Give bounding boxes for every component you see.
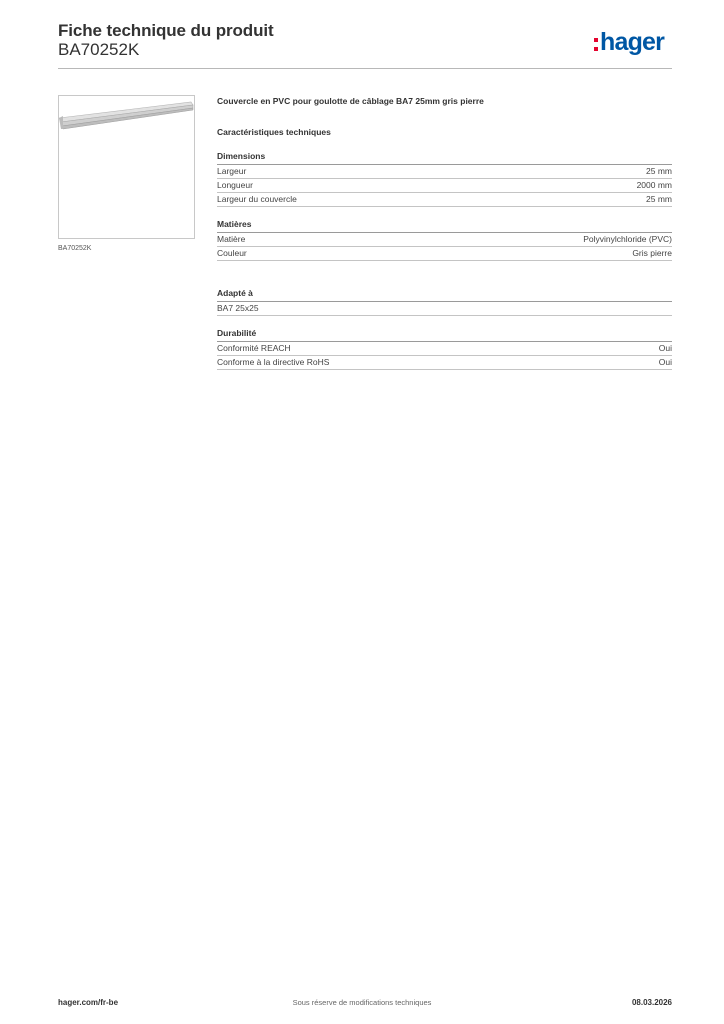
hager-logo (594, 27, 664, 57)
spec-label: Couleur (217, 248, 247, 258)
spec-label: BA7 25x25 (217, 303, 259, 313)
section-dimensions (217, 150, 672, 207)
spec-value: 25 mm (646, 166, 672, 176)
spec-value: 25 mm (646, 194, 672, 204)
image-caption: BA70252K (58, 245, 92, 252)
page-title: Fiche technique du produit (58, 21, 274, 40)
spec-label: Largeur (217, 166, 247, 176)
spec-label: Conforme à la directive RoHS (217, 357, 330, 367)
product-description: Couvercle en PVC pour goulotte de câblage BA7 25mm gris pierre (217, 96, 484, 106)
product-reference: BA70252K (58, 40, 140, 59)
logo-dots-icon (594, 38, 598, 51)
footer-notice: Sous réserve de modifications techniques (292, 998, 432, 1007)
spec-value: Polyvinylchloride (PVC) (583, 234, 672, 244)
spec-row (217, 342, 672, 356)
spec-content (217, 94, 672, 370)
section-durability (217, 327, 672, 370)
spec-label: Largeur du couvercle (217, 194, 297, 204)
logo-text: hager (600, 27, 665, 56)
spec-row (217, 356, 672, 370)
spec-value: Oui (658, 357, 672, 367)
section-title-durability: Durabilité (217, 327, 672, 342)
footer-date: 08.03.2026 (631, 998, 672, 1007)
section-adapted (217, 287, 672, 316)
header-divider (58, 68, 672, 69)
spec-value: Oui (658, 343, 672, 353)
spec-row (217, 165, 672, 179)
spec-label: Matière (217, 234, 246, 244)
spec-label: Longueur (217, 180, 253, 190)
spec-label: Conformité REACH (217, 343, 291, 353)
spec-row (217, 233, 672, 247)
spec-value: 2000 mm (636, 180, 672, 190)
section-title-adapted: Adapté à (217, 287, 672, 302)
product-image (58, 95, 195, 239)
tech-characteristics-title: Caractéristiques techniques (217, 127, 331, 137)
section-title-dimensions: Dimensions (217, 150, 672, 165)
section-materials (217, 218, 672, 261)
spec-row (217, 179, 672, 193)
spec-row (217, 247, 672, 261)
spec-value: Gris pierre (632, 248, 672, 258)
spec-row (217, 302, 672, 316)
cable-cover-illustration-icon (59, 96, 194, 238)
section-title-materials: Matières (217, 218, 672, 233)
spec-row (217, 193, 672, 207)
footer-website-link[interactable]: hager.com/fr-be (58, 998, 119, 1007)
